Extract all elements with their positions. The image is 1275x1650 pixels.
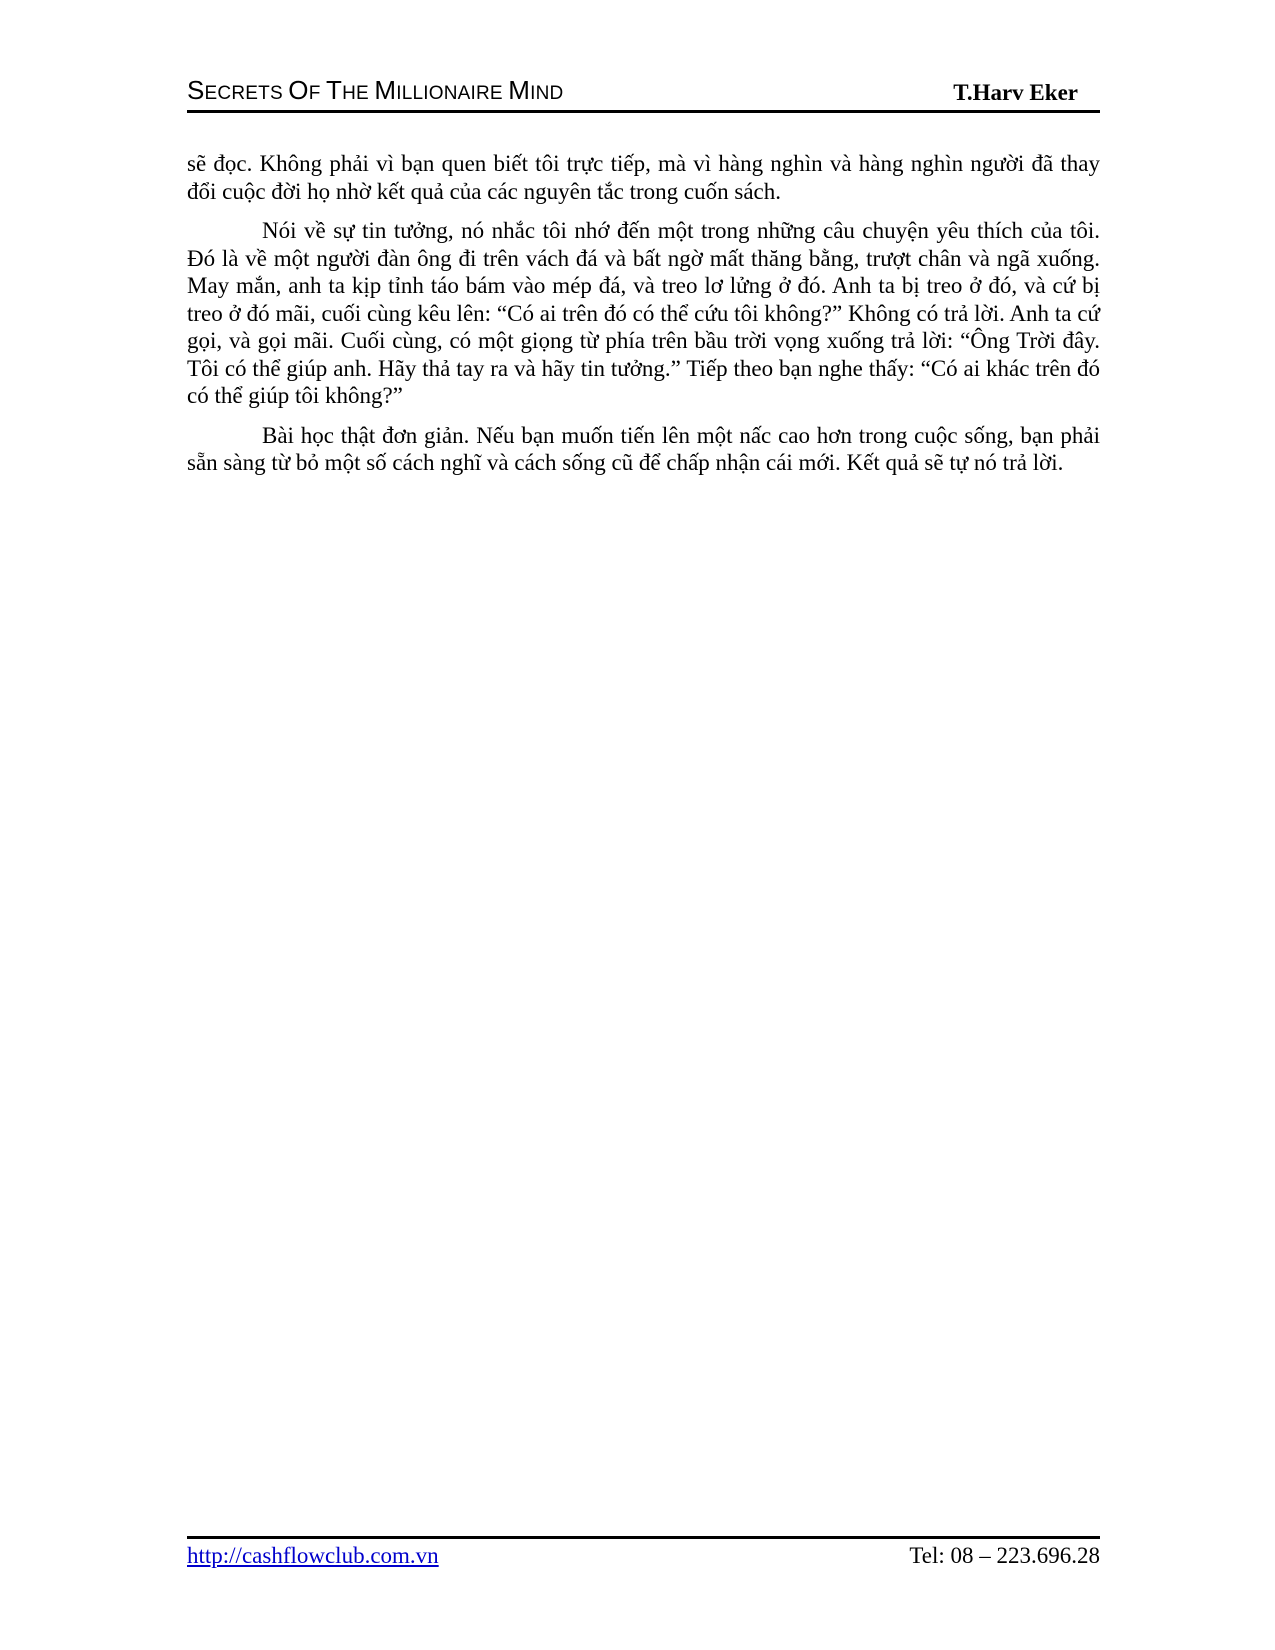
page-footer bbox=[187, 1536, 1100, 1571]
paragraph: Bài học thật đơn giản. Nếu bạn muốn tiến lên một nấc cao hơn trong cuộc sống, bạn phải sẵn sàng từ bỏ một số cách nghĩ và cách sống cũ để chấp nhận cái mới. Kết quả sẽ tự nó trả lời. bbox=[187, 422, 1100, 475]
paragraph-continuation: sẽ đọc. Không phải vì bạn quen biết tôi trực tiếp, mà vì hàng nghìn và hàng nghìn người đã thay đổi cuộc đời họ nhờ kết quả của các nguyên tắc trong cuốn sách. bbox=[187, 151, 1100, 204]
website-link[interactable]: http://cashflowclub.com.vn bbox=[187, 1543, 439, 1568]
body-text bbox=[187, 150, 1100, 489]
title-cap: S bbox=[187, 75, 205, 105]
title-cap: O bbox=[288, 75, 309, 105]
phone-number: Tel: 08 – 223.696.28 bbox=[909, 1543, 1100, 1568]
title-cap: T bbox=[326, 75, 343, 105]
title-cap: M bbox=[508, 75, 531, 105]
title-rest: HE bbox=[342, 83, 375, 104]
title-rest: ILLIONAIRE bbox=[396, 83, 509, 104]
book-title bbox=[187, 75, 563, 110]
title-cap: M bbox=[374, 75, 397, 105]
title-rest: ECRETS bbox=[204, 83, 289, 104]
title-rest: IND bbox=[530, 83, 564, 104]
page-header bbox=[187, 70, 1100, 113]
author-name: T.Harv Eker bbox=[953, 80, 1078, 105]
title-rest: F bbox=[308, 83, 327, 104]
paragraph: Nói về sự tin tưởng, nó nhắc tôi nhớ đến một trong những câu chuyện yêu thích của tôi. Đó là về một người đàn ông đi trên vách đá và bất ngờ mất thăng bằng, trượt chân và ngã xuống. May mắn, anh ta kịp tỉnh táo bám vào mép đá, và treo lơ lửng ở đó. Anh ta bị treo ở đó, và cứ bị treo ở đó mãi, cuối cùng kêu lên: “Có ai trên đó có thể cứu tôi không?” Không có trả lời. Anh ta cứ gọi, và gọi mãi. Cuối cùng, có một giọng từ phía trên bầu trời vọng xuống trả lời: “Ông Trời đây. Tôi có thể giúp anh. Hãy thả tay ra và hãy tin tưởng.” Tiếp theo bạn nghe thấy: “Có ai khác trên đó có thể giúp tôi không?” bbox=[187, 218, 1100, 408]
